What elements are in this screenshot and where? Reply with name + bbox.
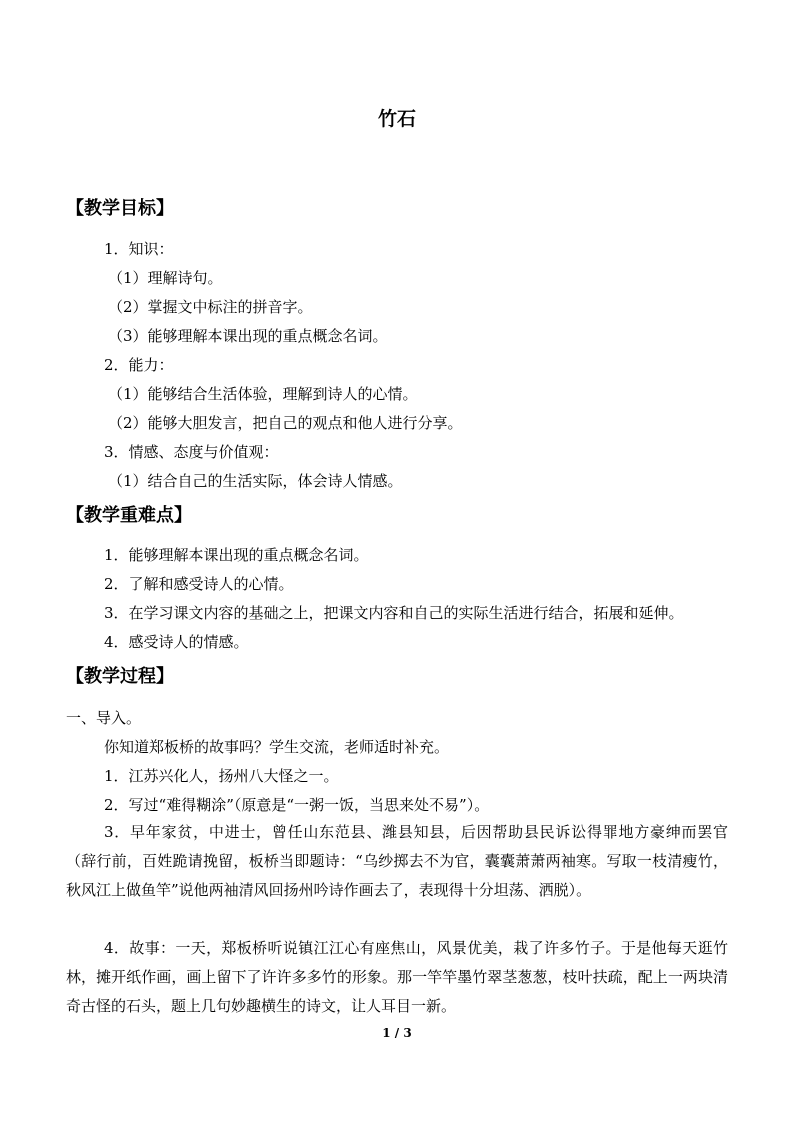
process-paragraph: 4．故事：一天，郑板桥听说镇江江心有座焦山，风景优美，栽了许多竹子。于是他每天逛竹林，摊开纸作画，画上留下了许许多多竹的形象。那一竿竿墨竹翠茎葱葱，枝叶扶疏，配上一两块清奇古怪的石头，题上几句妙趣横生的诗文，让人耳目一新。	[66, 939, 728, 1015]
process-intro: 一、导入。	[66, 709, 142, 727]
keypoint-line: 1．能够理解本课出现的重点概念名词。	[104, 546, 369, 564]
keypoint-line: 2．了解和感受诗人的心情。	[104, 575, 294, 593]
goal-line: （3）能够理解本课出现的重点概念名词。	[108, 327, 388, 345]
keypoint-line: 3．在学习课文内容的基础之上，把课文内容和自己的实际生活进行结合，拓展和延伸。	[104, 604, 684, 622]
goal-line: （1）结合自己的生活实际，体会诗人情感。	[108, 472, 403, 490]
process-line: 1．江苏兴化人，扬州八大怪之一。	[104, 767, 339, 785]
document-title: 竹石	[377, 108, 416, 130]
section-heading-keypoints: 【教学重难点】	[66, 505, 192, 526]
process-paragraph: 3．早年家贫，中进士，曾任山东范县、潍县知县，后因帮助县民诉讼得罪地方豪绅而罢官（辞行前，百姓跪请挽留，板桥当即题诗：“乌纱掷去不为官，囊囊萧萧两袖寒。写取一枝清瘦竹，秋风江上做鱼竿”说他两袖清风回扬州吟诗作画去了，表现得十分坦荡、洒脱）。	[66, 823, 728, 899]
page-number: 1 / 3	[382, 1026, 412, 1040]
goal-line: 3．情感、态度与价值观：	[104, 443, 279, 461]
process-line: 2．写过“难得糊涂”（原意是“一粥一饭，当思来处不易”）。	[104, 796, 490, 814]
section-heading-process: 【教学过程】	[66, 666, 174, 687]
goal-line: （2）掌握文中标注的拼音字。	[108, 298, 313, 316]
goal-line: （1）理解诗句。	[108, 269, 223, 287]
goal-line: 1．知识：	[104, 240, 174, 258]
section-heading-goals: 【教学目标】	[66, 198, 174, 219]
goal-line: 2．能力：	[104, 356, 174, 374]
goal-line: （2）能够大胆发言，把自己的观点和他人进行分享。	[108, 414, 463, 432]
goal-line: （1）能够结合生活体验，理解到诗人的心情。	[108, 385, 418, 403]
process-line: 你知道郑板桥的故事吗？学生交流，老师适时补充。	[104, 738, 450, 756]
keypoint-line: 4．感受诗人的情感。	[104, 633, 249, 651]
